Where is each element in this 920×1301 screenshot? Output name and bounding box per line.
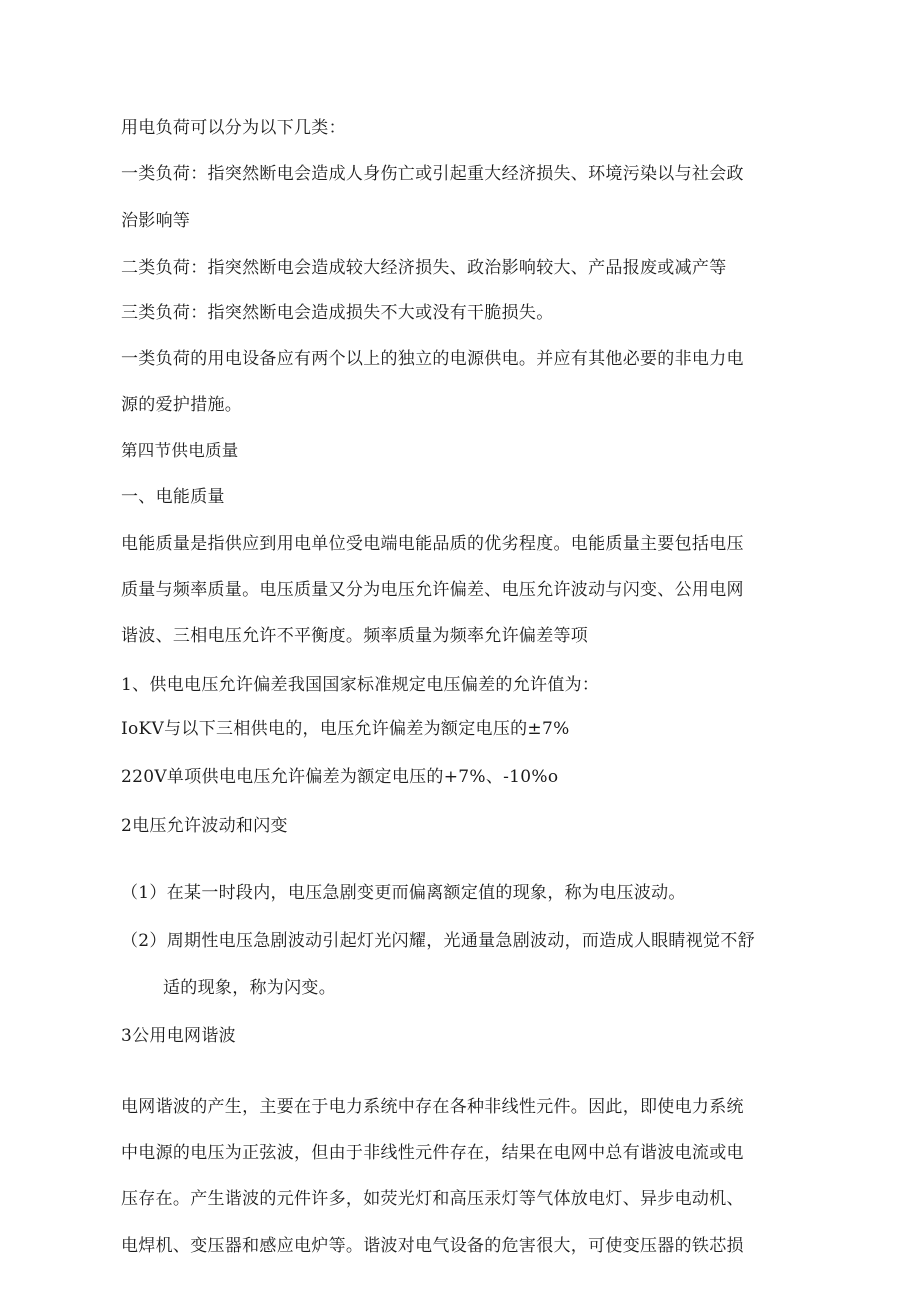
paragraph-load-class-1-cont: 治影响等 <box>121 211 191 231</box>
list-item-voltage-deviation: 1、供电电压允许偏差我国国家标准规定电压偏差的允许值为： <box>121 675 600 695</box>
paragraph-power-quality-cont-1: 质量与频率质量。电压质量又分为电压允许偏差、电压允许波动与闪变、公用电网 <box>121 580 744 600</box>
paragraph-load-class-3: 三类负荷：指突然断电会造成损失不大或没有干脆损失。 <box>121 303 554 323</box>
paragraph-load-class-2: 二类负荷：指突然断电会造成较大经济损失、政治影响较大、产品报废或减产等 <box>121 258 727 278</box>
paragraph-intro: 用电负荷可以分为以下几类： <box>121 118 346 138</box>
paragraph-class-1-supply: 一类负荷的用电设备应有两个以上的独立的电源供电。并应有其他必要的非电力电 <box>121 349 744 369</box>
paragraph-220v-deviation: 220V单项供电电压允许偏差为额定电压的+7%、-10%o <box>121 767 559 787</box>
subsection-heading: 一、电能质量 <box>121 487 225 507</box>
list-item-voltage-fluctuation: 2电压允许波动和闪变 <box>121 816 288 836</box>
paragraph-power-quality: 电能质量是指供应到用电单位受电端电能品质的优劣程度。电能质量主要包括电压 <box>121 534 744 554</box>
section-heading: 第四节供电质量 <box>121 441 239 460</box>
paragraph-harmonics-cont-2: 压存在。产生谐波的元件许多，如荧光灯和高压汞灯等气体放电灯、异步电动机、 <box>121 1189 744 1209</box>
paragraph-harmonics-cont-1: 中电源的电压为正弦波，但由于非线性元件存在，结果在电网中总有谐波电流或电 <box>121 1143 744 1163</box>
paragraph-load-class-1: 一类负荷：指突然断电会造成人身伤亡或引起重大经济损失、环境污染以与社会政 <box>121 164 744 184</box>
paragraph-power-quality-cont-2: 谐波、三相电压允许不平衡度。频率质量为频率允许偏差等项 <box>121 626 589 646</box>
paragraph-class-1-supply-cont: 源的爱护措施。 <box>121 395 243 415</box>
paragraph-10kv-deviation: IoKV与以下三相供电的，电压允许偏差为额定电压的±7% <box>121 719 570 739</box>
list-item-harmonics: 3公用电网谐波 <box>121 1026 236 1046</box>
numbered-item-2-cont: 适的现象，称为闪变。 <box>163 978 336 998</box>
numbered-item-1: （1）在某一时段内，电压急剧变更而偏离额定值的现象，称为电压波动。 <box>121 883 686 903</box>
paragraph-harmonics: 电网谐波的产生，主要在于电力系统中存在各种非线性元件。因此，即使电力系统 <box>121 1097 744 1117</box>
paragraph-harmonics-cont-3: 电焊机、变压器和感应电炉等。谐波对电气设备的危害很大，可使变压器的铁芯损 <box>121 1236 744 1256</box>
numbered-item-2: （2）周期性电压急剧波动引起灯光闪耀，光通量急剧波动，而造成人眼睛视觉不舒 <box>121 931 755 951</box>
